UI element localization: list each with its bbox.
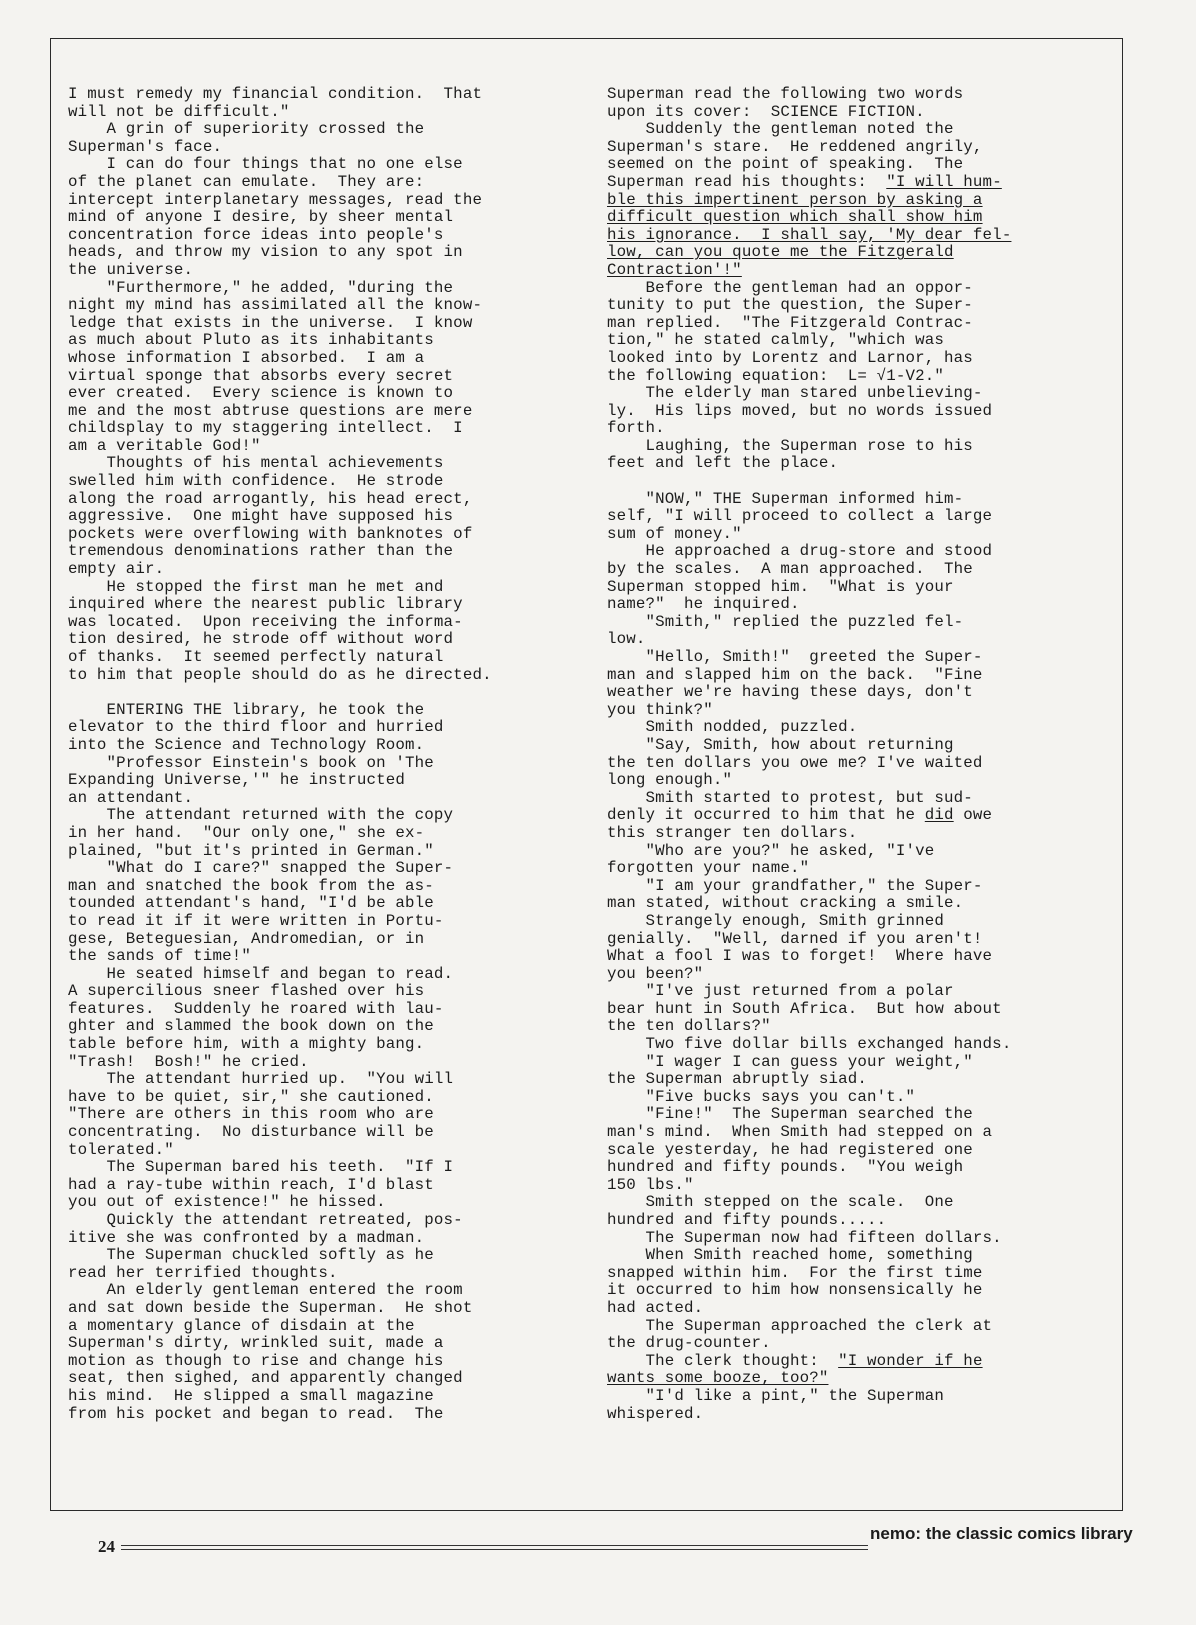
text-line: was located. Upon receiving the informa- xyxy=(68,612,463,631)
text-line: When Smith reached home, something xyxy=(607,1246,973,1265)
text-line: you think?" xyxy=(607,700,713,719)
text-line: A grin of superiority crossed the xyxy=(68,120,425,139)
page-number: 24 xyxy=(98,1537,115,1556)
text-fragment: owe xyxy=(953,806,993,825)
text-line: the universe. xyxy=(68,260,194,279)
text-line: intercept interplanetary messages, read the xyxy=(68,190,483,209)
text-line: The attendant returned with the copy xyxy=(68,806,454,825)
text-line xyxy=(607,473,1011,491)
text-line: the Superman abruptly siad. xyxy=(607,1070,868,1089)
text-line: ENTERING THE library, he took the xyxy=(68,700,425,719)
text-line: whose information I absorbed. I am a xyxy=(68,348,425,367)
text-line: "Furthermore," he added, "during the xyxy=(68,278,454,297)
text-line: had a ray-tube within reach, I'd blast xyxy=(68,1175,434,1194)
text-line: from his pocket and began to read. The xyxy=(68,1404,444,1423)
text-line: seat, then sighed, and apparently changed xyxy=(68,1369,463,1388)
text-line: man's mind. When Smith had stepped on a xyxy=(607,1123,993,1142)
text-line: "I am your grandfather," the Super- xyxy=(607,876,983,895)
text-line: The Superman chuckled softly as he xyxy=(68,1246,434,1265)
text-line: An elderly gentleman entered the room xyxy=(68,1281,463,1300)
text-line: ble this impertinent person by asking a xyxy=(607,190,983,209)
text-line: Superman's face. xyxy=(68,137,223,156)
text-line: difficult question which shall show him xyxy=(607,208,983,227)
text-line: Superman's stare. He reddened angrily, xyxy=(607,137,983,156)
text-line: the drug-counter. xyxy=(607,1334,771,1353)
text-line: Quickly the attendant retreated, pos- xyxy=(68,1211,463,1229)
text-line: Superman stopped him. "What is your xyxy=(607,577,954,596)
text-line: tion," he stated calmly, "which was xyxy=(607,331,945,350)
text-line: into the Science and Technology Room. xyxy=(68,735,425,754)
text-line: the ten dollars?" xyxy=(607,1017,771,1036)
text-line: in her hand. "Our only one," she ex- xyxy=(68,823,425,842)
underlined-thought: "I wonder if he xyxy=(838,1351,983,1370)
text-line: features. Suddenly he roared with lau- xyxy=(68,999,444,1018)
right-column xyxy=(607,86,1011,1423)
text-line: weather we're having these days, don't xyxy=(607,683,973,702)
text-line: tounded attendant's hand, "I'd be able xyxy=(68,894,434,913)
text-line: I can do four things that no one else xyxy=(68,155,463,174)
text-line: He stopped the first man he met and xyxy=(68,577,444,596)
text-line: to read it if it were written in Portu- xyxy=(68,911,444,930)
text-line: the following equation: L= √1-V2." xyxy=(607,366,945,385)
text-line: hundred and fifty pounds. "You weigh xyxy=(607,1158,964,1177)
text-line: low, can you quote me the Fitzgerald xyxy=(607,243,954,262)
text-line: Smith stepped on the scale. One xyxy=(607,1193,954,1212)
text-line: feet and left the place. xyxy=(607,454,839,473)
text-line: A supercilious sneer flashed over his xyxy=(68,982,425,1001)
text-line: "Five bucks says you can't." xyxy=(607,1087,916,1106)
text-line: and sat down beside the Superman. He shot xyxy=(68,1298,473,1317)
text-line: forth. xyxy=(607,419,665,438)
text-line: Thoughts of his mental achievements xyxy=(68,454,444,473)
text-line: whispered. xyxy=(607,1404,704,1423)
text-line: of thanks. It seemed perfectly natural xyxy=(68,648,444,666)
text-line: looked into by Lorentz and Larnor, has xyxy=(607,348,973,367)
text-line: this stranger ten dollars. xyxy=(607,823,858,842)
text-line: "Smith," replied the puzzled fel- xyxy=(607,612,964,631)
text-line: 150 lbs." xyxy=(607,1175,694,1194)
text-line: genially. "Well, darned if you aren't! xyxy=(607,929,983,948)
footer-title: nemo: the classic comics library xyxy=(870,1524,1133,1543)
text-line: itive she was confronted by a madman. xyxy=(68,1228,425,1247)
text-line: Before the gentleman had an oppor- xyxy=(607,278,973,297)
text-line: childsplay to my staggering intellect. I xyxy=(68,419,463,438)
text-line: "Professor Einstein's book on 'The xyxy=(68,753,434,772)
text-line: hundred and fifty pounds..... xyxy=(607,1211,887,1229)
text-line: Expanding Universe,'" he instructed xyxy=(68,771,406,790)
text-line: concentration force ideas into people's xyxy=(68,225,444,244)
text-line: Suddenly the gentleman noted the xyxy=(607,120,954,139)
text-line: of the planet can emulate. They are: xyxy=(68,172,425,191)
text-line: ghter and slammed the book down on the xyxy=(68,1017,434,1036)
text-line: the ten dollars you owe me? I've waited xyxy=(607,753,983,772)
text-line: "Fine!" The Superman searched the xyxy=(607,1105,973,1124)
text-line: "Hello, Smith!" greeted the Super- xyxy=(607,648,983,666)
underlined-thought: "I will hum- xyxy=(886,172,1002,191)
text-line: night my mind has assimilated all the know- xyxy=(68,296,483,315)
text-line: elevator to the third floor and hurried xyxy=(68,718,444,737)
text-line: pockets were overflowing with banknotes of xyxy=(68,524,473,543)
text-line: "I've just returned from a polar xyxy=(607,982,954,1001)
footer-divider xyxy=(121,1545,868,1550)
text-line: tolerated." xyxy=(68,1140,174,1159)
text-line: Superman's dirty, wrinkled suit, made a xyxy=(68,1334,444,1353)
text-line: "Who are you?" he asked, "I've xyxy=(607,841,935,860)
text-line: denly it occurred to him that he did owe xyxy=(607,806,993,825)
text-line: mind of anyone I desire, by sheer mental xyxy=(68,208,454,227)
text-line: "I'd like a pint," the Superman xyxy=(607,1386,945,1405)
text-line: The clerk thought: "I wonder if he xyxy=(607,1351,983,1370)
text-line: will not be difficult." xyxy=(68,102,290,121)
text-line: "Say, Smith, how about returning xyxy=(607,735,954,754)
text-line: a momentary glance of disdain at the xyxy=(68,1316,415,1335)
text-line: ly. His lips moved, but no words issued xyxy=(607,401,993,420)
text-line: Superman read his thoughts: "I will hum- xyxy=(607,172,1002,191)
text-line: virtual sponge that absorbs every secret xyxy=(68,366,454,385)
text-line: man stated, without cracking a smile. xyxy=(607,894,964,913)
text-line: his ignorance. I shall say, 'My dear fel- xyxy=(607,225,1012,244)
text-line: you out of existence!" he hissed. xyxy=(68,1193,386,1212)
text-line: upon its cover: SCIENCE FICTION. xyxy=(607,102,925,121)
text-line: empty air. xyxy=(68,560,165,579)
text-line xyxy=(68,684,492,702)
text-line: "There are others in this room who are xyxy=(68,1105,434,1124)
underlined-emphasis: did xyxy=(924,806,954,825)
text-line: tremendous denominations rather than the xyxy=(68,542,454,561)
text-line: bear hunt in South Africa. But how about xyxy=(607,999,1002,1018)
text-line: me and the most abtruse questions are mere xyxy=(68,401,473,420)
text-line: long enough." xyxy=(607,771,733,790)
text-line: self, "I will proceed to collect a large xyxy=(607,507,993,526)
text-line: scale yesterday, he had registered one xyxy=(607,1140,973,1159)
text-line: name?" he inquired. xyxy=(607,595,800,614)
text-line: Smith started to protest, but sud- xyxy=(607,788,973,807)
text-line: by the scales. A man approached. The xyxy=(607,560,973,579)
text-line: "NOW," THE Superman informed him- xyxy=(607,489,964,508)
text-line: He approached a drug-store and stood xyxy=(607,542,993,561)
text-line: it occurred to him how nonsensically he xyxy=(607,1281,983,1300)
text-line: Smith nodded, puzzled. xyxy=(607,718,858,737)
text-line: "What do I care?" snapped the Super- xyxy=(68,859,454,878)
text-line: Strangely enough, Smith grinned xyxy=(607,911,945,930)
text-line: wants some booze, too?" xyxy=(607,1369,829,1388)
text-line: low. xyxy=(607,630,646,649)
text-line: "Trash! Bosh!" he cried. xyxy=(68,1052,309,1071)
text-line: have to be quiet, sir," she cautioned. xyxy=(68,1087,434,1106)
text-line: along the road arrogantly, his head erect, xyxy=(68,489,473,508)
footer-rule xyxy=(98,1537,868,1557)
text-line: you been?" xyxy=(607,964,704,983)
text-line: sum of money." xyxy=(607,524,742,543)
text-line: as much about Pluto as its inhabitants xyxy=(68,331,434,350)
text-line: am a veritable God!" xyxy=(68,436,261,455)
text-line: The Superman approached the clerk at xyxy=(607,1316,993,1335)
text-line: tion desired, he strode off without word xyxy=(68,630,454,649)
text-line: heads, and throw my vision to any spot in xyxy=(68,243,463,262)
text-line: to him that people should do as he directed. xyxy=(68,665,492,684)
text-line: snapped within him. For the first time xyxy=(607,1263,983,1282)
left-column xyxy=(68,86,492,1423)
text-line: inquired where the nearest public library xyxy=(68,595,463,614)
text-line: seemed on the point of speaking. The xyxy=(607,155,964,174)
text-line: motion as though to rise and change his xyxy=(68,1351,444,1370)
text-line: The Superman now had fifteen dollars. xyxy=(607,1228,1002,1247)
text-line: man replied. "The Fitzgerald Contrac- xyxy=(607,313,973,332)
text-line: man and slapped him on the back. "Fine xyxy=(607,665,983,684)
text-line: plained, "but it's printed in German." xyxy=(68,841,434,860)
text-line: Contraction'!" xyxy=(607,260,742,279)
text-line: table before him, with a mighty bang. xyxy=(68,1035,425,1054)
text-line: He seated himself and began to read. xyxy=(68,964,454,983)
text-line: swelled him with confidence. He strode xyxy=(68,472,444,491)
text-line: man and snatched the book from the as- xyxy=(68,876,434,895)
text-line: The Superman bared his teeth. "If I xyxy=(68,1158,454,1177)
text-line: Two five dollar bills exchanged hands. xyxy=(607,1035,1012,1054)
text-line: aggressive. One might have supposed his xyxy=(68,507,454,526)
text-line: tunity to put the question, the Super- xyxy=(607,296,973,315)
text-line: I must remedy my financial condition. That xyxy=(68,85,483,103)
text-line: gese, Beteguesian, Andromedian, or in xyxy=(68,929,425,948)
text-line: an attendant. xyxy=(68,788,194,807)
text-line: ever created. Every science is known to xyxy=(68,384,454,403)
text-line: The attendant hurried up. "You will xyxy=(68,1070,454,1089)
text-line: "I wager I can guess your weight," xyxy=(607,1052,973,1071)
text-line: What a fool I was to forget! Where have xyxy=(607,947,993,966)
text-line: concentrating. No disturbance will be xyxy=(68,1123,434,1142)
text-line: forgotten your name." xyxy=(607,859,810,878)
text-line: the sands of time!" xyxy=(68,947,251,966)
text-line: Superman read the following two words xyxy=(607,85,964,103)
text-line: read her terrified thoughts. xyxy=(68,1263,338,1282)
text-line: had acted. xyxy=(607,1298,704,1317)
text-line: Laughing, the Superman rose to his xyxy=(607,436,973,455)
text-line: his mind. He slipped a small magazine xyxy=(68,1386,434,1405)
text-line: ledge that exists in the universe. I know xyxy=(68,313,473,332)
text-line: The elderly man stared unbelieving- xyxy=(607,384,983,403)
